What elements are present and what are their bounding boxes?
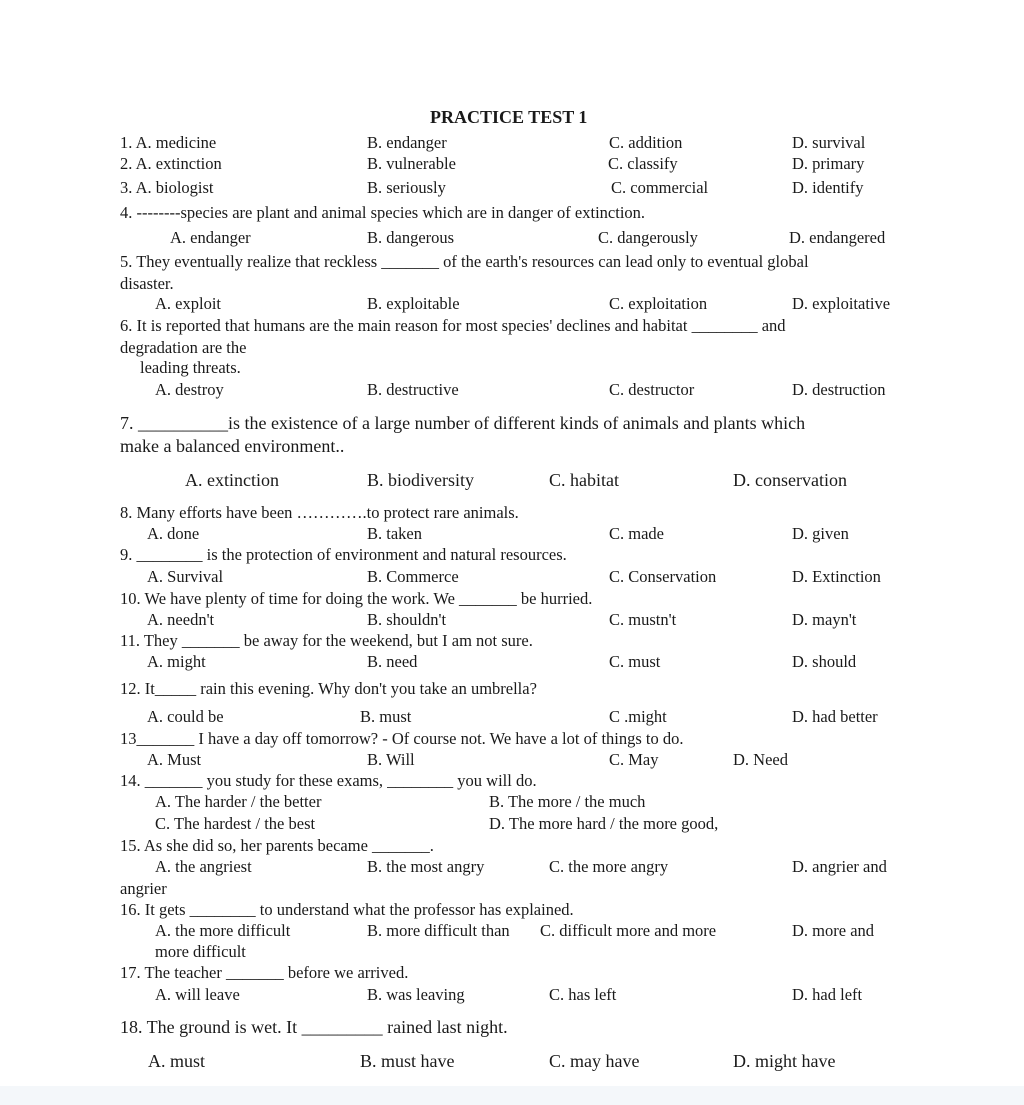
q15-option-d-line1: D. angrier and: [792, 857, 887, 876]
q10-stem: 10. We have plenty of time for doing the work. We _______ be hurried.: [120, 589, 593, 608]
q15-option-c: C. the more angry: [549, 857, 669, 876]
q2-option-d: D. primary: [792, 154, 865, 173]
q11-option-d: D. should: [792, 652, 857, 671]
q5-option-d: D. exploitative: [792, 294, 891, 313]
q13-option-c: C. May: [609, 750, 659, 769]
q3-option-a: 3. A. biologist: [120, 178, 214, 197]
q16-option-a-line2: more difficult: [155, 942, 246, 961]
q6-stem-line3: leading threats.: [140, 358, 241, 377]
q11-stem: 11. They _______ be away for the weekend, but I am not sure.: [120, 631, 533, 650]
q12-option-a: A. could be: [147, 707, 224, 726]
q17-option-a: A. will leave: [155, 985, 240, 1004]
q4-option-b: B. dangerous: [367, 228, 455, 247]
q9-option-a: A. Survival: [147, 567, 224, 586]
q12-option-b: B. must: [360, 707, 412, 726]
q10-option-b: B. shouldn't: [367, 610, 447, 629]
q3-option-b: B. seriously: [367, 178, 446, 197]
q6-option-c: C. destructor: [609, 380, 695, 399]
q7-stem-line2: make a balanced environment..: [120, 436, 345, 456]
q14-option-c: C. The hardest / the best: [155, 814, 316, 833]
q14-option-b: B. The more / the much: [489, 792, 646, 811]
q7-option-b: B. biodiversity: [367, 470, 474, 490]
q17-stem: 17. The teacher _______ before we arrived.: [120, 963, 409, 982]
q16-option-a-line1: A. the more difficult: [155, 921, 291, 940]
q12-stem: 12. It_____ rain this evening. Why don't you take an umbrella?: [120, 679, 537, 698]
q9-stem: 9. ________ is the protection of environment and natural resources.: [120, 545, 567, 564]
q17-option-b: B. was leaving: [367, 985, 465, 1004]
q3-option-d: D. identify: [792, 178, 864, 197]
q5-option-a: A. exploit: [155, 294, 221, 313]
q6-option-b: B. destructive: [367, 380, 459, 399]
q15-stem: 15. As she did so, her parents became _______.: [120, 836, 434, 855]
q2-option-c: C. classify: [608, 154, 678, 173]
q10-option-a: A. needn't: [147, 610, 215, 629]
q11-option-c: C. must: [609, 652, 661, 671]
q11-option-a: A. might: [147, 652, 206, 671]
q18-stem: 18. The ground is wet. It _________ rained last night.: [120, 1017, 508, 1037]
q18-option-a: A. must: [148, 1051, 206, 1071]
q11-option-b: B. need: [367, 652, 418, 671]
q8-option-b: B. taken: [367, 524, 422, 543]
q6-stem-line1: 6. It is reported that humans are the main reason for most species' declines and habitat ________ and: [120, 316, 786, 335]
q13-option-a: A. Must: [147, 750, 202, 769]
q14-option-d: D. The more hard / the more good,: [489, 814, 719, 833]
q13-option-d: D. Need: [733, 750, 788, 769]
q18-option-b: B. must have: [360, 1051, 455, 1071]
q8-option-c: C. made: [609, 524, 664, 543]
q7-stem-line1: 7. __________is the existence of a large number of different kinds of animals and plants which: [120, 413, 806, 433]
page-title: PRACTICE TEST 1: [430, 107, 588, 127]
q14-option-a: A. The harder / the better: [155, 792, 322, 811]
q16-option-b: B. more difficult than: [367, 921, 510, 940]
q7-option-d: D. conservation: [733, 470, 847, 490]
q9-option-c: C. Conservation: [609, 567, 717, 586]
q2-option-b: B. vulnerable: [367, 154, 456, 173]
q1-option-d: D. survival: [792, 133, 866, 152]
q15-option-a: A. the angriest: [155, 857, 252, 876]
q17-option-c: C. has left: [549, 985, 617, 1004]
q9-option-b: B. Commerce: [367, 567, 459, 586]
q8-option-d: D. given: [792, 524, 849, 543]
q15-option-d-line2: angrier: [120, 879, 167, 898]
q5-stem-line2: disaster.: [120, 274, 174, 293]
q6-option-a: A. destroy: [155, 380, 224, 399]
q14-stem: 14. _______ you study for these exams, ________ you will do.: [120, 771, 537, 790]
q5-option-b: B. exploitable: [367, 294, 460, 313]
q15-option-b: B. the most angry: [367, 857, 485, 876]
q7-option-c: C. habitat: [549, 470, 619, 490]
q3-option-c: C. commercial: [611, 178, 709, 197]
q4-option-a: A. endanger: [170, 228, 251, 247]
q4-option-d: D. endangered: [789, 228, 886, 247]
q18-option-c: C. may have: [549, 1051, 640, 1071]
q17-option-d: D. had left: [792, 985, 863, 1004]
q4-stem: 4. --------species are plant and animal species which are in danger of extinction.: [120, 203, 646, 222]
q2-option-a: 2. A. extinction: [120, 154, 222, 173]
q12-option-d: D. had better: [792, 707, 878, 726]
q4-option-c: C. dangerously: [598, 228, 698, 247]
q1-option-a: 1. A. medicine: [120, 133, 217, 152]
q6-stem-line2: degradation are the: [120, 338, 247, 357]
q5-stem-line1: 5. They eventually realize that reckless _______ of the earth's resources can lead only to eventual global: [120, 252, 809, 271]
q13-option-b: B. Will: [367, 750, 415, 769]
q1-option-b: B. endanger: [367, 133, 447, 152]
q12-option-c: C .might: [609, 707, 667, 726]
q8-option-a: A. done: [147, 524, 200, 543]
q10-option-c: C. mustn't: [609, 610, 677, 629]
q10-option-d: D. mayn't: [792, 610, 857, 629]
q18-option-d: D. might have: [733, 1051, 836, 1071]
q5-option-c: C. exploitation: [609, 294, 708, 313]
q6-option-d: D. destruction: [792, 380, 886, 399]
q16-stem: 16. It gets ________ to understand what the professor has explained.: [120, 900, 574, 919]
q13-stem: 13_______ I have a day off tomorrow? - Of course not. We have a lot of things to do.: [120, 729, 684, 748]
q16-option-d: D. more and: [792, 921, 875, 940]
q9-option-d: D. Extinction: [792, 567, 881, 586]
q1-option-c: C. addition: [609, 133, 683, 152]
q8-stem: 8. Many efforts have been ………….to protect rare animals.: [120, 503, 519, 522]
q16-option-c: C. difficult more and more: [540, 921, 717, 940]
q7-option-a: A. extinction: [185, 470, 279, 490]
